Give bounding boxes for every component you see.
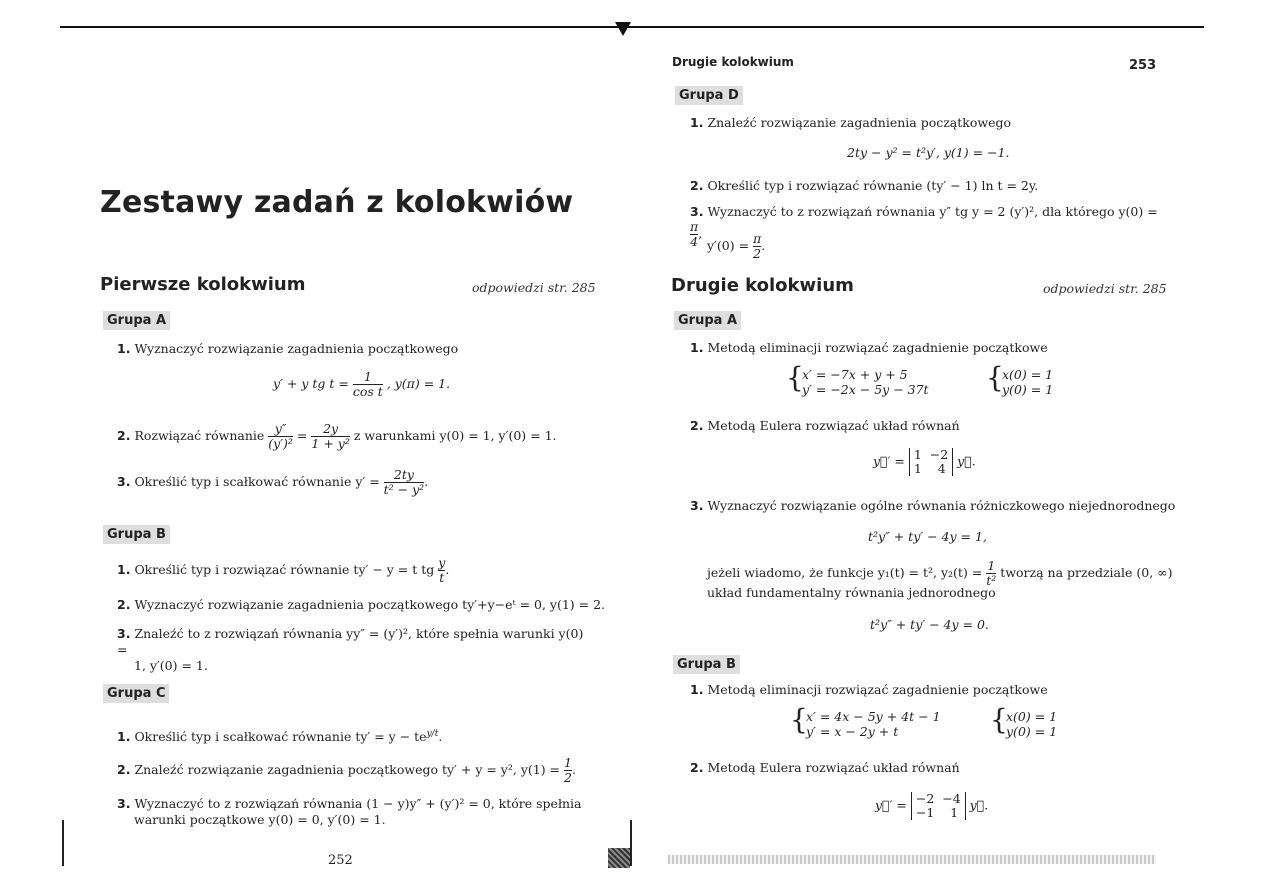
matrix-cell: 1: [913, 447, 922, 462]
left-a-equation-1: [273, 370, 450, 399]
answers-reference-left: odpowiedzi str. 285: [472, 280, 596, 295]
punct: .: [571, 762, 576, 777]
right-b-problem-2: [690, 760, 960, 776]
frac-den: t² − y²: [383, 482, 425, 497]
problem-text: Wyznaczyć to z rozwiązań równania y″ tg y = 2 (y′)², dla którego y(0) =: [707, 204, 1158, 219]
punct: .: [438, 729, 443, 745]
punct: ,: [698, 226, 703, 241]
left-a-problem-1: [117, 341, 458, 357]
matrix-cell: −1: [915, 805, 935, 820]
problem-text: Metodą eliminacji rozwiązać zagadnienie początkowe: [707, 682, 1048, 697]
frac-den: t²: [986, 573, 997, 588]
right-a-problem-2: [690, 418, 960, 434]
frac-den: 4: [690, 234, 699, 249]
initial-condition: x(0) = 1: [1002, 367, 1054, 382]
condition-text: jeżeli wiadomo, że funkcje y₁(t) = t², y₂(t) =: [707, 565, 983, 580]
problem-number: 2.: [690, 418, 704, 433]
section-title-first: Pierwsze kolokwium: [100, 274, 306, 295]
page-number-right: 253: [1129, 58, 1157, 73]
problem-number: 1.: [117, 562, 131, 577]
problem-text: Wyznaczyć rozwiązanie zagadnienia początkowego: [134, 341, 459, 356]
problem-text-line2: warunki początkowe y(0) = 0, y′(0) = 1.: [134, 812, 386, 827]
problem-text: Określić typ i rozwiązać równanie (ty′ − 1) ln t = 2y.: [707, 178, 1039, 193]
problem-number: 1.: [117, 341, 131, 356]
right-d-problem-3-line2: [707, 232, 765, 261]
frac-num: 2ty: [393, 467, 414, 482]
system-equation: x′ = −7x + y + 5: [802, 367, 908, 382]
group-a-label: Grupa A: [103, 311, 170, 330]
problem-number: 2.: [690, 178, 704, 193]
problem-number: 2.: [690, 760, 704, 775]
frac-num: 1: [564, 755, 572, 770]
problem-text: Znaleźć rozwiązanie zagadnienia początkowego: [707, 115, 1012, 130]
frac-den: cos t: [352, 384, 383, 399]
problem-number: 1.: [117, 729, 131, 745]
page-top-rule: [60, 26, 1204, 28]
right-a-condition-line2: układ fundamentalny równania jednorodnego: [707, 585, 996, 600]
fraction: [384, 468, 425, 497]
punct: .: [424, 474, 429, 489]
problem-text: Metodą eliminacji rozwiązać zagadnienie początkowe: [707, 340, 1048, 355]
equals-sign: =: [296, 428, 308, 443]
left-brace: {: [786, 361, 804, 394]
group-c-label: Grupa C: [103, 684, 169, 703]
system-equation: y′ = −2x − 5y − 37t: [802, 382, 929, 397]
right-a-problem-1: [690, 340, 1048, 356]
problem-number: 3.: [117, 626, 131, 641]
matrix-cell: 1: [913, 461, 922, 476]
right-a-problem-3: [690, 498, 1175, 514]
right-a-equation-3: t²y″ + ty′ − 4y = 1,: [868, 529, 987, 544]
group-a2-label: Grupa A: [674, 311, 741, 330]
fraction: [311, 422, 349, 451]
punct: .: [761, 238, 766, 253]
left-c-problem-2: [117, 756, 576, 785]
exponent: y/t: [426, 729, 439, 739]
left-b-problem-3: [117, 626, 592, 674]
frac-den: t: [439, 570, 445, 585]
matrix-cell: 1: [950, 805, 959, 820]
eq-rhs: y⃗.: [957, 453, 976, 469]
problem-text: Metodą Eulera rozwiązać układ równań: [707, 760, 960, 775]
problem-text-rest: z warunkami y(0) = 1, y′(0) = 1.: [353, 428, 557, 443]
problem-number: 2.: [117, 597, 131, 612]
frac-den: 2: [753, 246, 762, 261]
frac-den: 2: [564, 770, 572, 785]
chapter-title: Zestawy zadań z kolokwiów: [100, 185, 574, 220]
scan-edge-center: [630, 820, 632, 866]
frac-num: 1: [363, 369, 372, 384]
right-a-condition: [707, 559, 1172, 588]
eq-lhs: y′ + y tg t =: [273, 376, 349, 391]
left-a-problem-2: [117, 422, 557, 451]
problem-number: 3.: [117, 796, 131, 811]
problem-text: Określić typ i scałkować równanie y′ =: [134, 474, 380, 489]
problem-text: Określić typ i scałkować równanie ty′ = y − te: [134, 729, 427, 745]
frac-num: 2y: [323, 421, 339, 436]
problem-text: Wyznaczyć rozwiązanie zagadnienia początkowego ty′+y−eᵗ = 0, y(1) = 2.: [134, 597, 606, 612]
scan-smudge: [608, 848, 630, 868]
right-d-equation-1: 2ty − y² = t²y′, y(1) = −1.: [847, 145, 1010, 160]
running-header: Drugie kolokwium: [672, 55, 794, 69]
punct: .: [445, 562, 450, 577]
fraction: [353, 370, 383, 399]
matrix: [911, 792, 966, 820]
system-equation: x′ = 4x − 5y + 4t − 1: [806, 709, 941, 724]
right-d-problem-2: [690, 178, 1038, 194]
initial-condition: y(0) = 1: [1006, 724, 1058, 739]
condition-text: tworzą na przedziale (0, ∞): [1000, 565, 1173, 580]
problem-number: 1.: [690, 682, 704, 697]
left-a-problem-3: [117, 468, 428, 497]
right-a-matrix-equation: [873, 448, 976, 476]
problem-text: Metodą Eulera rozwiązać układ równań: [707, 418, 960, 433]
left-b-problem-1: [117, 556, 449, 585]
eq-lhs: y⃗′ =: [873, 453, 905, 469]
eq-rhs: , y(π) = 1.: [386, 376, 451, 391]
left-brace: {: [790, 703, 808, 736]
matrix-cell: −2: [915, 791, 935, 806]
answers-reference-right: odpowiedzi str. 285: [1043, 281, 1167, 296]
fraction: [986, 559, 996, 588]
right-d-problem-1: [690, 115, 1011, 131]
problem-number: 1.: [690, 115, 704, 130]
right-a-equation-4: t²y″ + ty′ − 4y = 0.: [870, 617, 989, 632]
right-b-problem-1: [690, 682, 1048, 698]
matrix-cell: −2: [929, 447, 949, 462]
problem-number: 2.: [117, 762, 131, 777]
initial-condition: y(0) = 1: [1002, 382, 1054, 397]
problem-text: Wyznaczyć to z rozwiązań równania (1 − y)y″ + (y′)² = 0, które spełnia: [134, 796, 582, 811]
problem-text: Znaleźć to z rozwiązań równania yy″ = (y′)², które spełnia warunki y(0) =: [117, 626, 584, 657]
problem-number: 3.: [690, 204, 704, 219]
fraction: [564, 756, 572, 785]
page-number-left: 252: [328, 853, 353, 868]
right-b-matrix-equation: [875, 792, 988, 820]
problem-text: Rozwiązać równanie: [134, 428, 265, 443]
left-brace: {: [986, 361, 1004, 394]
frac-den: 1 + y²: [311, 436, 350, 451]
problem-text: Wyznaczyć rozwiązanie ogólne równania różniczkowego niejednorodnego: [707, 498, 1176, 513]
scan-bottom-noise: [668, 855, 1156, 864]
frac-num: y″: [274, 421, 287, 436]
problem-number: 3.: [690, 498, 704, 513]
problem-text: Określić typ i rozwiązać równanie ty′ − y = t tg: [134, 562, 435, 577]
group-b2-label: Grupa B: [673, 655, 740, 674]
problem-number: 2.: [117, 428, 131, 443]
left-c-problem-1: [117, 726, 442, 745]
scan-corner-mark: [615, 22, 631, 36]
left-b-problem-2: [117, 597, 605, 613]
matrix-cell: −4: [942, 791, 961, 806]
problem-text-line2: y′(0) =: [707, 238, 750, 253]
frac-num: y: [438, 555, 446, 570]
group-b-label: Grupa B: [103, 525, 170, 544]
frac-num: π: [690, 219, 699, 234]
matrix: [909, 448, 953, 476]
fraction: [690, 220, 698, 249]
eq-rhs: y⃗.: [969, 797, 989, 813]
fraction: [268, 422, 293, 451]
problem-number: 1.: [690, 340, 704, 355]
initial-condition: x(0) = 1: [1006, 709, 1058, 724]
matrix-cell: 4: [937, 461, 946, 476]
frac-num: π: [753, 231, 762, 246]
scan-edge-left: [62, 820, 64, 866]
problem-text-line2: 1, y′(0) = 1.: [134, 658, 208, 673]
frac-den: (y′)²: [268, 436, 293, 451]
problem-text: Znaleźć rozwiązanie zagadnienia początkowego ty′ + y = y², y(1) =: [134, 762, 561, 777]
left-brace: {: [990, 703, 1008, 736]
group-d-label: Grupa D: [675, 86, 743, 105]
frac-num: 1: [987, 558, 996, 573]
left-c-problem-3: [117, 796, 592, 828]
eq-lhs: y⃗′ =: [875, 797, 907, 813]
problem-number: 3.: [117, 474, 131, 489]
system-equation: y′ = x − 2y + t: [806, 724, 899, 739]
section-title-second: Drugie kolokwium: [671, 275, 854, 296]
